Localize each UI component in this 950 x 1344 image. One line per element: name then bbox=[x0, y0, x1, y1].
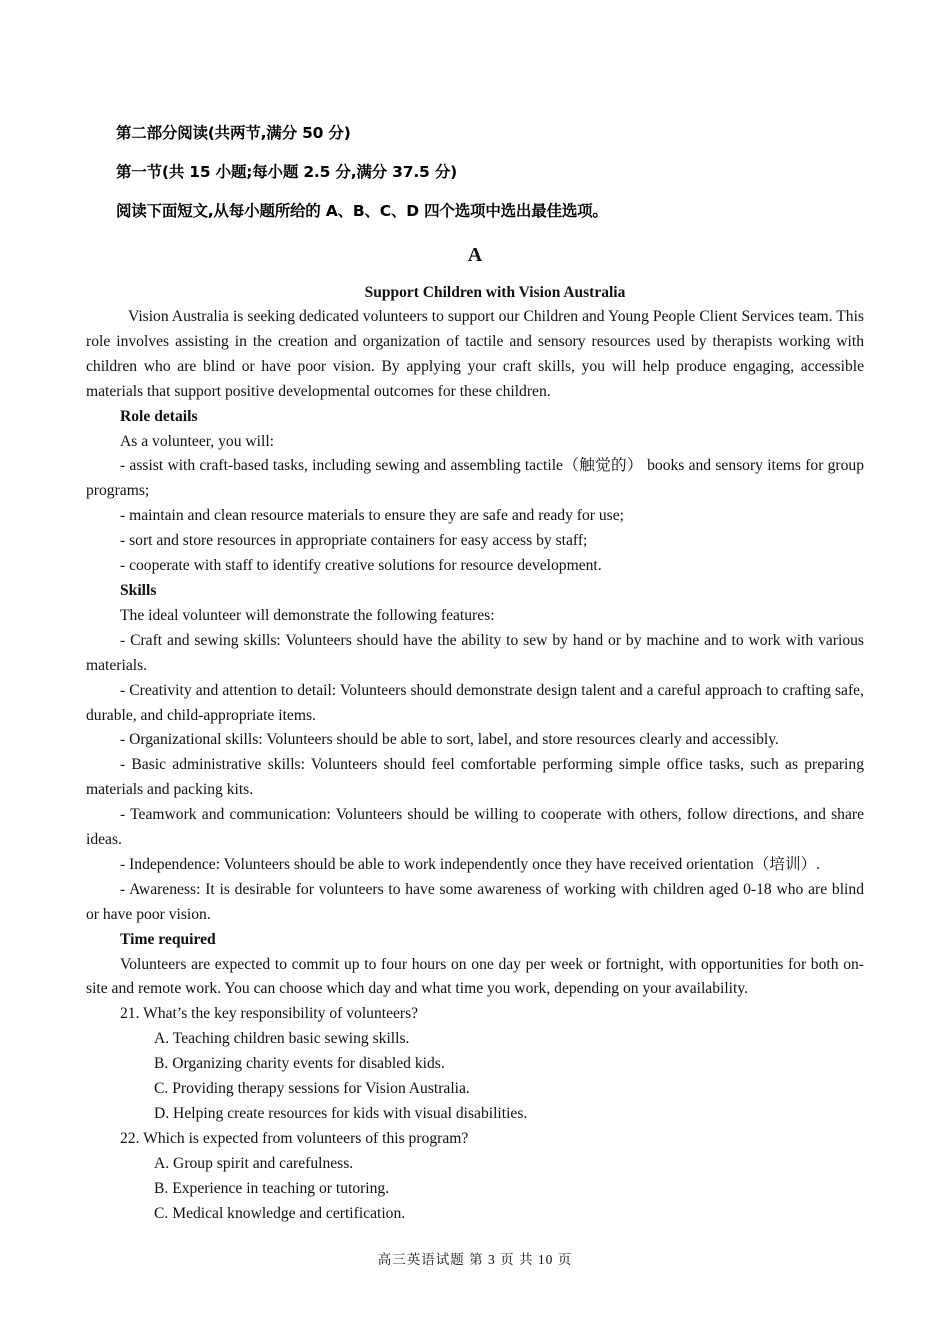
time-heading: Time required bbox=[120, 930, 216, 948]
section-heading: 第一节(共 15 小题;每小题 2.5 分,满分 37.5 分) bbox=[116, 163, 458, 181]
skill-item: - Independence: Volunteers should be able to work independently once they have received orientation（培训）. bbox=[120, 855, 821, 873]
role-item: - assist with craft-based tasks, including sewing and assembling tactile（触觉的） books and sensory items for group programs; bbox=[86, 457, 864, 500]
passage-title: Support Children with Vision Australia bbox=[364, 284, 626, 301]
skill-item: - Creativity and attention to detail: Volunteers should demonstrate design talent and a careful approach to crafting safe, durable, and child-appropriate items. bbox=[86, 681, 864, 724]
role-item: - sort and store resources in appropriate containers for easy access by staff; bbox=[120, 532, 588, 550]
instruction-text: 阅读下面短文,从每小题所给的 A、B、C、D 四个选项中选出最佳选项。 bbox=[116, 202, 608, 220]
skills-lead: The ideal volunteer will demonstrate the following features: bbox=[120, 606, 495, 624]
role-heading: Role details bbox=[120, 407, 198, 425]
passage-letter: A bbox=[467, 244, 483, 266]
question-option: A. Teaching children basic sewing skills. bbox=[154, 1030, 410, 1048]
role-item: - cooperate with staff to identify creative solutions for resource development. bbox=[120, 557, 602, 575]
question-option: A. Group spirit and carefulness. bbox=[154, 1154, 354, 1172]
part-heading: 第二部分阅读(共两节,满分 50 分) bbox=[116, 124, 351, 142]
page-footer: 高三英语试题 第 3 页 共 10 页 bbox=[377, 1252, 573, 1267]
question-option: B. Experience in teaching or tutoring. bbox=[154, 1179, 390, 1197]
role-item: - maintain and clean resource materials to ensure they are safe and ready for use; bbox=[120, 507, 624, 525]
skill-item: - Craft and sewing skills: Volunteers should have the ability to sew by hand or by machine and to work with various materials. bbox=[86, 631, 864, 674]
passage-body bbox=[86, 305, 864, 1227]
question-option: D. Helping create resources for kids with visual disabilities. bbox=[154, 1105, 528, 1122]
question-option: B. Organizing charity events for disabled kids. bbox=[154, 1055, 445, 1073]
role-lead: As a volunteer, you will: bbox=[120, 432, 274, 450]
question-stem: 21. What’s the key responsibility of volunteers? bbox=[120, 1005, 419, 1023]
intro-paragraph: Vision Australia is seeking dedicated volunteers to support our Children and Young People Client Services team. This role involves assisting in the creation and organization of tactile and sensory resources used by therapists working with children who are blind or have poor vision. By applying your craft skills, you will help produce engaging, accessible materials that support positive developmental outcomes for these children. bbox=[86, 308, 864, 400]
skill-item: - Basic administrative skills: Volunteers should feel comfortable performing simple office tasks, such as preparing materials and packing kits. bbox=[86, 756, 864, 799]
skill-item: - Organizational skills: Volunteers should be able to sort, label, and store resources clearly and accessibly. bbox=[120, 731, 779, 749]
question-stem: 22. Which is expected from volunteers of this program? bbox=[120, 1129, 469, 1147]
skill-item: - Teamwork and communication: Volunteers should be willing to cooperate with others, follow directions, and share ideas. bbox=[86, 806, 864, 849]
question-option: C. Medical knowledge and certification. bbox=[154, 1204, 406, 1222]
skills-heading: Skills bbox=[120, 581, 157, 599]
time-paragraph: Volunteers are expected to commit up to four hours on one day per week or fortnight, with opportunities for both on-site and remote work. You can choose which day and what time you work, depending on your availability. bbox=[86, 955, 864, 998]
question-option: C. Providing therapy sessions for Vision Australia. bbox=[154, 1080, 470, 1098]
skill-item: - Awareness: It is desirable for volunteers to have some awareness of working with children aged 0-18 who are blind or have poor vision. bbox=[86, 880, 864, 923]
